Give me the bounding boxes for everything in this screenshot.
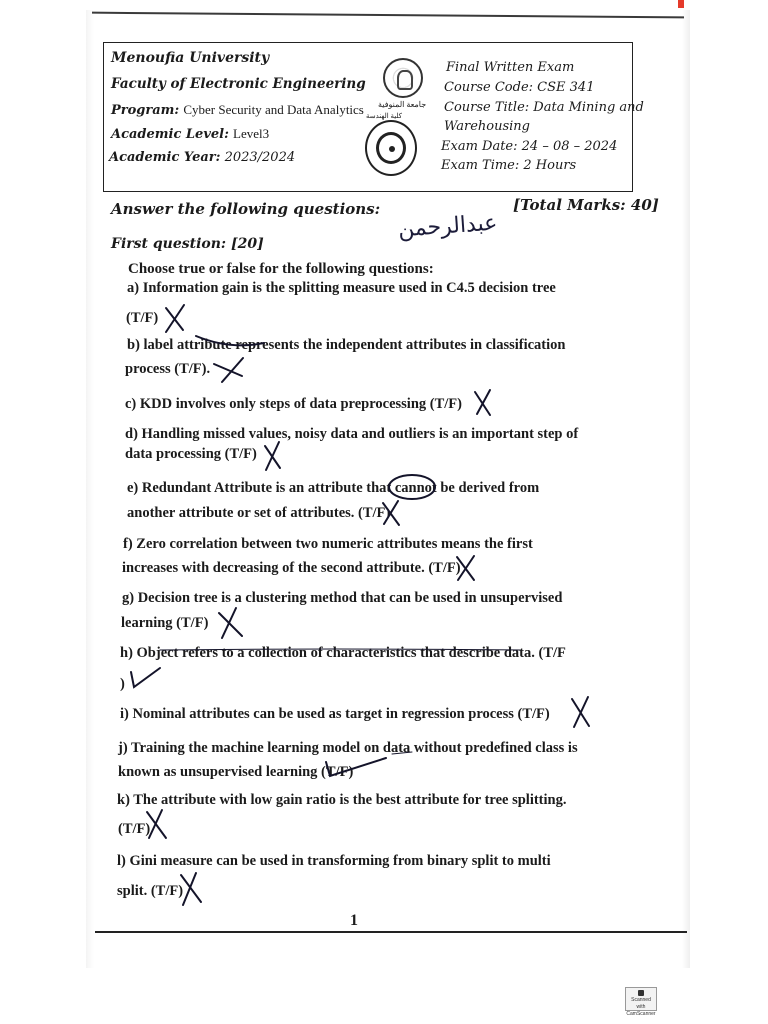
scanner-watermark-text: Scanned with CamScanner [626, 997, 656, 1018]
faculty-logo [365, 120, 417, 176]
exam-date-label: Exam Date: [441, 139, 518, 154]
scanner-watermark [625, 987, 657, 1018]
student-name-handwritten: عبدالرحمن [397, 210, 499, 243]
total-marks: [Total Marks: 40] [513, 196, 659, 214]
course-code-value: CSE 341 [537, 80, 595, 95]
question-d-line2: data processing (T/F) [125, 446, 257, 462]
exam-date-row [441, 139, 617, 154]
page-number: 1 [350, 912, 358, 929]
question-b-line1: b) label attribute represents the independent attributes in classification [127, 337, 566, 353]
scan-edge-mark [678, 0, 684, 8]
question-f-line1: f) Zero correlation between two numeric attributes means the first [123, 536, 533, 552]
exam-date-value: 24 – 08 – 2024 [521, 139, 618, 154]
question-a-line1: a) Information gain is the splitting measure used in C4.5 decision tree [127, 280, 556, 296]
question-l-line1: l) Gini measure can be used in transforming from binary split to multi [117, 853, 551, 869]
year-value: 2023/2024 [224, 150, 296, 165]
question-c-line1: c) KDD involves only steps of data preprocessing (T/F) [125, 396, 462, 412]
course-title-value-line2: Warehousing [444, 119, 530, 134]
university-name: Menoufia University [111, 50, 270, 66]
year-row [109, 150, 295, 165]
course-title-value: Data Mining and [533, 100, 644, 115]
level-value: Level3 [233, 126, 270, 141]
question-e-line1: e) Redundant Attribute is an attribute that cannot be derived from [127, 480, 540, 496]
question-j-line2: known as unsupervised learning (T/F) [118, 764, 354, 780]
program-value: Cyber Security and Data Analytics [183, 102, 364, 117]
course-code-row [444, 80, 594, 95]
program-row [111, 102, 364, 118]
exam-time-label: Exam Time: [441, 158, 520, 173]
question-g-line2: learning (T/F) [121, 615, 209, 631]
first-question-heading: First question: [20] [111, 236, 264, 252]
level-label: Academic Level: [111, 127, 229, 142]
exam-time-value: 2 Hours [523, 158, 577, 173]
exam-type: Final Written Exam [446, 60, 575, 75]
course-title-label: Course Title: [444, 100, 530, 115]
instructions-heading: Answer the following questions: [111, 200, 381, 218]
program-label: Program: [111, 103, 180, 118]
course-title-row [444, 100, 644, 115]
faculty-logo-caption: ﻛﻠﻴﺔ ﺍﻟﻬﻨﺪﺳﺔ [366, 112, 402, 120]
camscanner-icon [638, 990, 644, 996]
university-logo-caption: ﺟﺎﻣﻌﺔ ﺍﻟﻤﻨﻮﻓﻴﺔ [378, 100, 427, 109]
page-bottom-rule [95, 931, 687, 933]
question-k-line2: (T/F) [118, 821, 151, 837]
question-d-line1: d) Handling missed values, noisy data and outliers is an important step of [125, 426, 579, 442]
year-label: Academic Year: [109, 150, 221, 165]
question-e-line2: another attribute or set of attributes. (T/F) [127, 505, 391, 521]
question-k-line1: k) The attribute with low gain ratio is the best attribute for tree splitting. [117, 792, 567, 808]
question-j-line1: j) Training the machine learning model on data without predefined class is [118, 740, 578, 756]
question-h-line1: h) Object refers to a collection of characteristics that describe data. (T/F [120, 645, 566, 661]
question-i-line1: i) Nominal attributes can be used as target in regression process (T/F) [120, 706, 550, 722]
question-h-line2: ) [120, 676, 125, 692]
faculty-name: Faculty of Electronic Engineering [111, 76, 366, 92]
question-f-line2: increases with decreasing of the second attribute. (T/F) [122, 560, 461, 576]
question-a-line2: (T/F) [126, 310, 159, 326]
course-code-label: Course Code: [444, 80, 534, 95]
question-prompt: Choose true or false for the following questions: [128, 261, 434, 277]
question-b-line2: process (T/F). [125, 361, 211, 377]
level-row [111, 126, 269, 142]
exam-time-row [441, 158, 576, 173]
question-g-line1: g) Decision tree is a clustering method that can be used in unsupervised [122, 590, 563, 606]
university-logo [383, 58, 423, 98]
question-l-line2: split. (T/F) [117, 883, 184, 899]
